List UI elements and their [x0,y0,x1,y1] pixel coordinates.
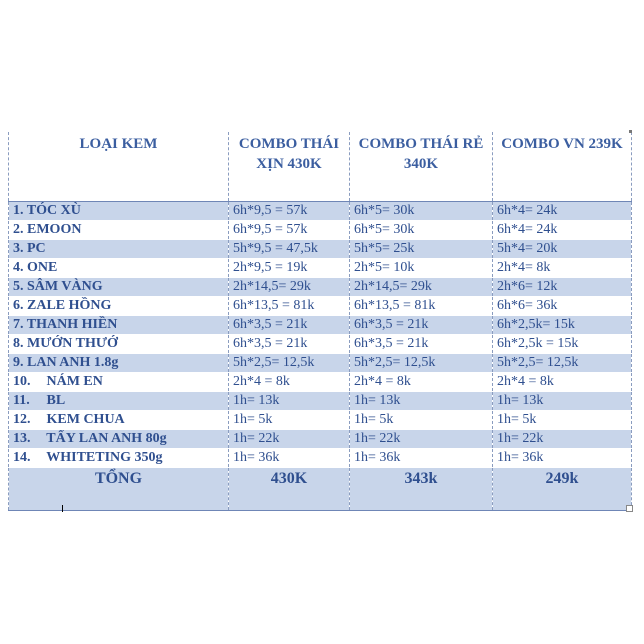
text-cursor [62,505,63,512]
header-row [9,132,632,202]
price-cell-c1: 5h*9,5 = 47,5k [229,240,350,259]
product-name-cell [9,411,229,430]
product-name: BL [46,393,66,408]
header-combo-vn: COMBO VN 239K [493,132,632,202]
price-cell-c3: 6h*4= 24k [493,221,632,240]
price-table [8,132,632,511]
product-name: ONE [27,260,58,275]
price-cell-c3: 6h*4= 24k [493,202,632,221]
product-name: KEM CHUA [46,412,125,427]
price-cell-c1: 2h*4 = 8k [229,373,350,392]
product-name-cell [9,335,229,354]
row-number: 10. [13,374,31,389]
price-cell-c2: 5h*5= 25k [350,240,493,259]
product-name-cell [9,449,229,468]
total-c2: 343k [350,468,493,511]
table-resize-handle[interactable] [626,505,633,512]
row-number: 12. [13,412,31,427]
price-cell-c3: 1h= 36k [493,449,632,468]
row-number: 6. [13,298,24,313]
price-cell-c1: 6h*13,5 = 81k [229,297,350,316]
price-cell-c1: 2h*9,5 = 19k [229,259,350,278]
price-cell-c3: 6h*2,5k= 15k [493,316,632,335]
row-number: 8. [13,336,24,351]
table-move-handle[interactable] [629,130,632,133]
row-number: 13. [13,431,31,446]
total-c3: 249k [493,468,632,511]
table-row [9,392,632,411]
total-c1: 430K [229,468,350,511]
price-cell-c1: 6h*9,5 = 57k [229,221,350,240]
product-name-cell [9,297,229,316]
price-cell-c1: 6h*9,5 = 57k [229,202,350,221]
table-row [9,240,632,259]
row-number: 2. [13,222,24,237]
product-name: LAN ANH 1.8g [27,355,119,370]
price-cell-c3: 1h= 13k [493,392,632,411]
product-name-cell [9,316,229,335]
product-name: THANH HIỀN [26,317,118,332]
product-name-cell [9,392,229,411]
price-cell-c1: 2h*14,5= 29k [229,278,350,297]
table-row [9,221,632,240]
price-cell-c2: 6h*13,5 = 81k [350,297,493,316]
header-loai-kem: LOẠI KEM [9,132,229,202]
product-name-cell [9,354,229,373]
product-name: TÓC XÙ [26,203,81,218]
price-cell-c2: 1h= 36k [350,449,493,468]
price-cell-c3: 2h*4 = 8k [493,373,632,392]
price-cell-c1: 1h= 22k [229,430,350,449]
table-row [9,278,632,297]
table-row [9,373,632,392]
price-table-container [8,132,631,511]
row-number: 7. [13,317,24,332]
product-name-cell [9,430,229,449]
table-row [9,354,632,373]
price-cell-c3: 5h*2,5= 12,5k [493,354,632,373]
header-combo-thai-re: COMBO THÁI RẺ 340K [350,132,493,202]
price-cell-c2: 2h*14,5= 29k [350,278,493,297]
price-cell-c3: 6h*6= 36k [493,297,632,316]
product-name: WHITETING 350g [46,450,163,465]
price-cell-c3: 2h*4= 8k [493,259,632,278]
price-cell-c2: 5h*2,5= 12,5k [350,354,493,373]
product-name-cell [9,240,229,259]
row-number: 5. [13,279,24,294]
price-cell-c3: 6h*2,5k = 15k [493,335,632,354]
price-cell-c2: 6h*5= 30k [350,202,493,221]
price-cell-c1: 1h= 13k [229,392,350,411]
product-name: SÂM VÀNG [27,279,103,294]
price-cell-c2: 1h= 22k [350,430,493,449]
price-cell-c3: 1h= 5k [493,411,632,430]
price-cell-c1: 1h= 5k [229,411,350,430]
price-cell-c2: 6h*5= 30k [350,221,493,240]
total-row [9,468,632,511]
product-name-cell [9,202,229,221]
row-number: 9. [13,355,24,370]
price-cell-c2: 1h= 5k [350,411,493,430]
table-row [9,449,632,468]
table-row [9,411,632,430]
row-number: 3. [13,241,24,256]
row-number: 14. [13,450,31,465]
price-cell-c3: 1h= 22k [493,430,632,449]
product-name: EMOON [27,222,82,237]
table-row [9,430,632,449]
price-cell-c3: 5h*4= 20k [493,240,632,259]
row-number: 1. [13,203,24,218]
product-name-cell [9,259,229,278]
price-cell-c1: 6h*3,5 = 21k [229,335,350,354]
product-name: PC [27,241,46,256]
product-name: MƯỚN THƯỚ [27,336,118,351]
table-body [9,202,632,511]
row-number: 4. [13,260,24,275]
price-cell-c2: 2h*5= 10k [350,259,493,278]
product-name: TẨY LAN ANH 80g [46,431,167,446]
price-cell-c1: 1h= 36k [229,449,350,468]
product-name-cell [9,278,229,297]
row-number: 11. [13,393,30,408]
table-row [9,202,632,221]
price-cell-c2: 2h*4 = 8k [350,373,493,392]
product-name-cell [9,373,229,392]
product-name: ZALE HỒNG [27,298,112,313]
product-name-cell [9,221,229,240]
table-row [9,335,632,354]
price-cell-c2: 6h*3,5 = 21k [350,335,493,354]
table-row [9,316,632,335]
price-cell-c3: 2h*6= 12k [493,278,632,297]
total-label: TỔNG [9,468,229,511]
price-cell-c1: 6h*3,5 = 21k [229,316,350,335]
header-combo-thai-xin: COMBO THÁI XỊN 430K [229,132,350,202]
price-cell-c2: 1h= 13k [350,392,493,411]
price-cell-c2: 6h*3,5 = 21k [350,316,493,335]
table-row [9,259,632,278]
price-cell-c1: 5h*2,5= 12,5k [229,354,350,373]
product-name: NÁM EN [46,374,103,389]
table-row [9,297,632,316]
